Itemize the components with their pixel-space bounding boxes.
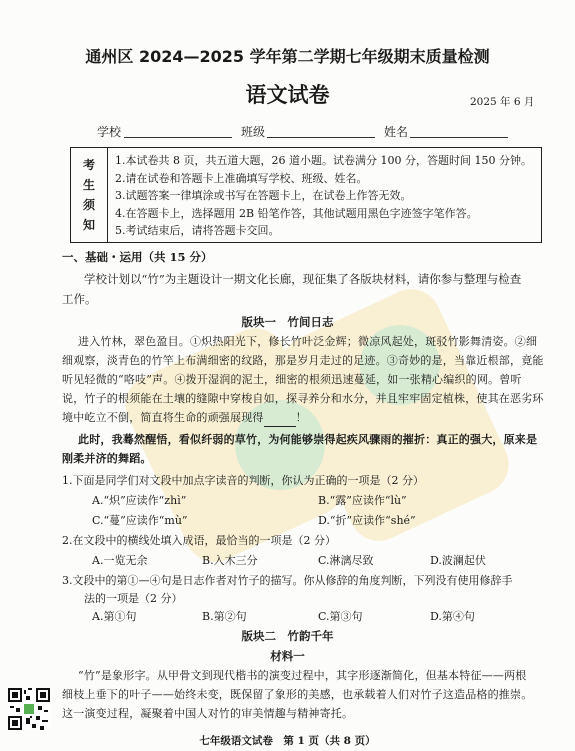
- notice-heading: 考 生 须 知: [71, 148, 108, 242]
- notice-item: 3.试题答案一律填涂或书写在答题卡上，在试卷上作答无效。: [115, 189, 412, 202]
- part1-heading: 一、基础・运用（共 15 分）: [62, 250, 213, 264]
- question-3-stem: 3.文段中的第①—④句是日志作者对竹子的描写。你从修辞的角度判断，下列没有使用修辞手: [62, 574, 513, 587]
- q1-option-a[interactable]: A.“炽”应读作“zhì”: [92, 494, 187, 507]
- question-2-stem: 2.在文段中的横线处填入成语，最恰当的一项是（2 分）: [62, 534, 336, 547]
- exam-title: 通州区 2024—2025 学年第二学期七年级期末质量检测: [85, 47, 490, 66]
- section2-title: 版块二 竹韵千年: [241, 629, 334, 643]
- school-label: 学校: [97, 125, 122, 139]
- q3-option-c[interactable]: C.第③句: [318, 610, 363, 623]
- passage-line: 细观察，淡青色的竹竿上布满细密的纹路，那是岁月走过的足迹。③奇妙的是，当靠近根部，竟能: [62, 354, 544, 367]
- question-1-stem: 1.下面是同学们对文段中加点字读音的判断，你认为正确的一项是（2 分）: [62, 474, 424, 487]
- passage-line: 听见轻微的“咯吱”声。④拨开湿润的泥土，细密的根须迅速蔓延，如一张精心编织的网。曾听: [62, 373, 522, 386]
- notice-list: [115, 152, 535, 240]
- material-line: 这一演变过程，凝聚着中国人对竹的审美情趣与精神寄托。: [62, 707, 354, 720]
- class-label: 班级: [241, 125, 266, 139]
- passage-tail: 刚柔并济的舞蹈。: [62, 452, 152, 465]
- notice-item: 2.请在试卷和答题卡上准确填写学校、班级、姓名。: [115, 171, 368, 185]
- q3-option-d[interactable]: D.第④句: [430, 610, 475, 623]
- q2-option-d[interactable]: D.波澜起伏: [430, 554, 486, 567]
- class-field[interactable]: [267, 137, 375, 138]
- part1-intro-cont: 工作。: [62, 292, 97, 306]
- page-footer: 七年级语文试卷 第 1 页（共 8 页）: [199, 735, 376, 747]
- q2-option-a[interactable]: A.一览无余: [92, 554, 148, 567]
- notice-item: 4.在答题卡上，选择题用 2B 铅笔作答，其他试题用黑色字迹签字笔作答。: [115, 206, 478, 220]
- passage-line: 境中屹立不倒，简直将生命的顽强展现得 ！: [62, 409, 307, 427]
- q3-option-a[interactable]: A.第①句: [92, 610, 137, 623]
- candidate-notice-box: [70, 147, 542, 243]
- passage-tail: 此时，我蓦然醒悟，看似纤弱的草竹，为何能够崇得起疾风骤雨的摧折：真正的强大，原来是: [78, 433, 538, 446]
- q1-option-c[interactable]: C.“蔓”应读作“mù”: [92, 514, 188, 527]
- q2-option-b[interactable]: B.入木三分: [202, 554, 258, 567]
- passage-line: 进入竹林，翠色盈目。①炽热阳光下，修长竹叶泛金辉；微凉风起处，斑驳竹影舞清姿。②细: [78, 335, 538, 348]
- fill-in-blank: [264, 415, 296, 427]
- q1-option-d[interactable]: D.“折”应读作“shé”: [318, 514, 416, 527]
- q2-option-c[interactable]: C.淋漓尽致: [318, 554, 374, 567]
- notice-item: 5.考试结束后，请将答题卡交回。: [115, 224, 280, 237]
- school-field[interactable]: [124, 137, 232, 138]
- q3-option-b[interactable]: B.第②句: [202, 610, 247, 623]
- name-label: 姓名: [384, 125, 409, 139]
- part1-intro: 学校计划以“竹”为主题设计一期文化长廊，现征集了各版块材料，请你参与整理与检查: [84, 272, 522, 286]
- question-3-stem-cont: 法的一项是（2 分）: [84, 592, 183, 605]
- qr-code-icon: [8, 688, 50, 730]
- material-line: 细枝上垂下的叶子——始终未变，既保留了象形的美感，也承载着人们对竹子这造品格的推崇。: [62, 688, 533, 701]
- exam-date: 2025 年 6 月: [470, 96, 535, 108]
- section1-title: 版块一 竹间日志: [241, 315, 334, 329]
- subject-title: 语文试卷: [245, 82, 330, 107]
- q1-option-b[interactable]: B.“露”应读作“lù”: [318, 494, 407, 507]
- notice-item: 1.本试卷共 8 页，共五道大题，26 道小题。试卷满分 100 分，答题时间 150 分钟。: [115, 154, 532, 167]
- material-1-title: 材料一: [270, 649, 305, 663]
- name-field[interactable]: [410, 137, 508, 138]
- material-line: “竹”是象形字。从甲骨文到现代楷书的演变过程中，其字形逐渐简化，但基本特征——两根: [78, 669, 527, 682]
- passage-line: 说，竹子的根须能在土壤的缝隙中穿梭自如，探寻养分和水分，并且牢牢固定植株，使其在恶劣环: [62, 392, 544, 405]
